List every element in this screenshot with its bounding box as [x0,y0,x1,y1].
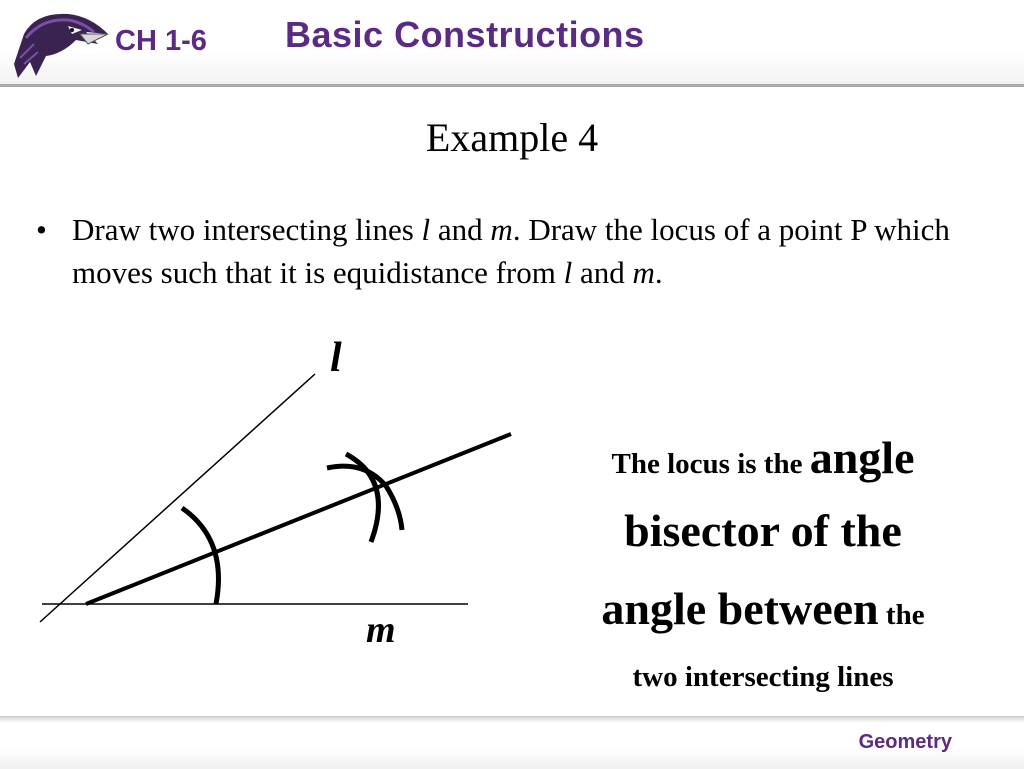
answer-text-emphasis: angle [809,432,915,483]
answer-text-emphasis: angle between [601,583,879,634]
answer-text-part: the [878,599,925,631]
answer-text-emphasis: bisector of the [624,505,902,556]
bullet-text [72,208,992,294]
intersection-arc [327,466,386,486]
answer-text-part: The locus is the [611,448,810,480]
answer-text-part: two intersecting lines [632,661,894,693]
footer-label: Geometry [858,731,952,753]
bullet-text-part: . Draw the locus of a point P which moves such that it is equidistance from [72,212,950,290]
line-l [40,374,315,622]
chapter-label: CH 1-6 [115,25,207,57]
header-divider [0,84,1024,87]
line-m-ref: m [632,255,655,290]
bisector-ray [86,434,511,604]
bullet-text-part: Draw two intersecting lines [72,212,422,247]
intersection-arc [386,486,402,530]
page-title: Basic Constructions [285,14,645,55]
bullet-text-part: . [654,255,663,290]
bullet-marker: • [36,212,47,247]
bullet-text-part: and [430,212,491,247]
line-m-ref: m [490,212,513,247]
answer-text [548,428,978,704]
bullet-text-part: and [572,255,633,290]
slide-heading: Example 4 [425,115,599,160]
angle-bisector-construction [30,330,530,660]
raven-mascot-icon [6,4,112,80]
line-l-ref: l [563,255,573,290]
line-l-label: l [330,335,342,381]
line-m-label: m [366,609,396,651]
line-l-ref: l [421,212,431,247]
construction-arc [182,508,218,604]
